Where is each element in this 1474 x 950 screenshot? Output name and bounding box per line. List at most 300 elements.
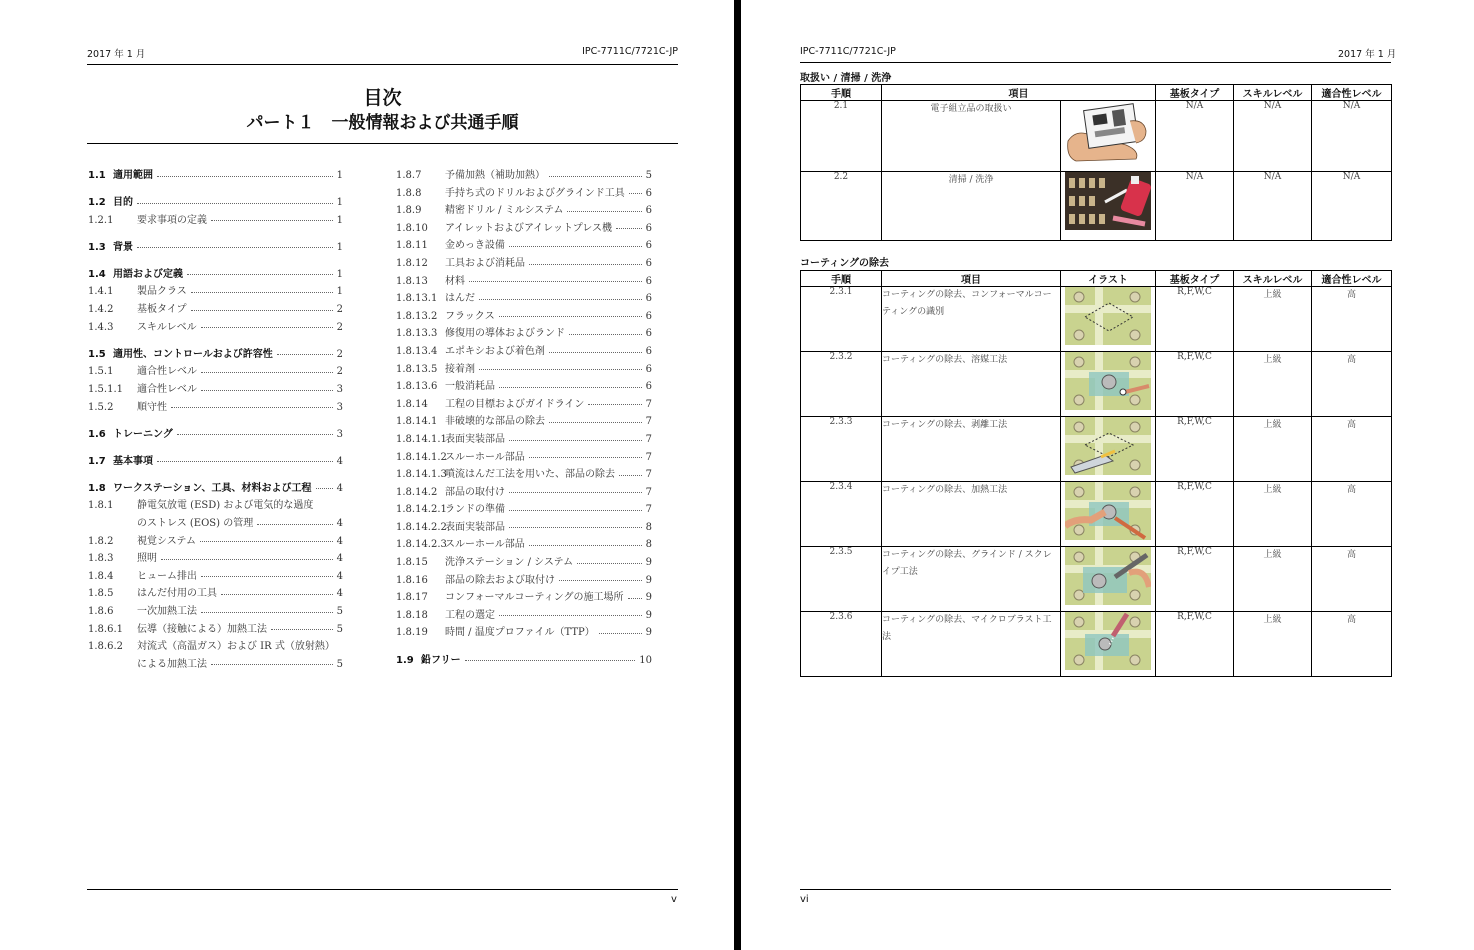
toc-entry-title: 照明 [137, 553, 157, 565]
toc-entry-number: 1.8.17 [396, 592, 428, 604]
conformance-cell: 高 [1312, 482, 1392, 547]
step-cell: 2.3.4 [801, 482, 882, 547]
toc-entry-title: 適合性レベル [137, 366, 197, 378]
toc-entry-page: 6 [645, 240, 652, 252]
toc-entry-page: 4 [336, 482, 343, 494]
toc-entry-number: 1.6 [88, 428, 106, 440]
toc-entry [88, 398, 343, 416]
toc-entry-page: 7 [645, 486, 652, 498]
toc-entry-page: 8 [645, 521, 652, 533]
toc-entry [396, 588, 652, 606]
toc-entry [88, 532, 343, 550]
skill-cell: N/A [1234, 172, 1312, 241]
toc-entry [88, 193, 343, 211]
page-number-right: vi [800, 894, 809, 905]
toc-entry-page: 7 [645, 504, 652, 516]
spray-cleaning-illustration [1065, 172, 1151, 230]
toc-entry-page: 8 [645, 539, 652, 551]
toc-entry-page: 1 [336, 197, 343, 209]
toc-entry [396, 500, 652, 518]
toc-leader-dots [221, 593, 333, 595]
toc-leader-dots [200, 540, 333, 542]
toc-leader-dots [567, 210, 641, 212]
toc-entry-number: 1.8.11 [396, 240, 428, 252]
skill-cell: 上級 [1234, 612, 1312, 677]
title-rule [87, 143, 678, 144]
item-cell: コーティングの除去、グラインド / スクレイプ工法 [882, 547, 1061, 612]
toc-leader-dots [257, 523, 332, 525]
toc-leader-dots [469, 280, 642, 282]
page-title: 目次 [363, 87, 402, 109]
toc-leader-dots [499, 614, 642, 616]
toc-entry-page: 6 [645, 328, 652, 340]
toc-entry-page: 6 [645, 310, 652, 322]
toc-entry-title: 鉛フリー [421, 654, 461, 666]
toc-entry-number: 1.8.18 [396, 609, 428, 621]
toc-leader-dots [201, 575, 333, 577]
toc-entry [396, 289, 652, 307]
toc-entry [396, 518, 652, 536]
toc-leader-dots [137, 202, 333, 204]
toc-leader-dots [509, 439, 642, 441]
toc-entry [88, 238, 343, 256]
toc-entry [396, 324, 652, 342]
toc-entry [88, 265, 343, 283]
toc-entry-title: 修復用の導体およびランド [445, 328, 565, 340]
table-row [801, 612, 1392, 677]
toc-leader-dots [277, 353, 333, 355]
toc-entry [396, 430, 652, 448]
toc-entry [396, 606, 652, 624]
toc-entry-number: 1.4 [88, 268, 106, 280]
left-page [0, 0, 734, 950]
hand-holding-board-illustration [1066, 101, 1150, 163]
toc-entry-title: スルーホール部品 [445, 539, 525, 551]
board-type-cell: R,F,W,C [1156, 482, 1234, 547]
toc-entry-title: 材料 [445, 275, 465, 287]
toc-entry-page: 6 [645, 222, 652, 234]
toc-entry [396, 448, 652, 466]
header-rule-right [800, 62, 1391, 63]
toc-entry-number: 1.8.13.5 [396, 363, 438, 375]
toc-entry-page: 9 [645, 592, 652, 604]
toc-entry [396, 360, 652, 378]
toc-entry-page: 2 [336, 366, 343, 378]
skill-cell: 上級 [1234, 352, 1312, 417]
toc-entry-title: 基板タイプ [137, 304, 187, 316]
toc-entry-page: 4 [336, 588, 343, 600]
toc-entry [88, 452, 343, 470]
toc-leader-dots [201, 326, 333, 328]
toc-entry-number: 1.5.1.1 [88, 383, 123, 395]
toc-leader-dots [577, 562, 641, 564]
illustration-cell [1061, 287, 1156, 352]
coating-identify-illustration [1065, 287, 1151, 345]
toc-leader-dots [499, 386, 642, 388]
footer-rule [87, 889, 678, 890]
toc-entry-page: 6 [645, 345, 652, 357]
toc-entry-page: 4 [336, 535, 343, 547]
toc-leader-dots [569, 333, 642, 335]
toc-entry-title: 表面実装部品 [445, 521, 505, 533]
toc-leader-dots [629, 192, 642, 194]
toc-entry-number: 1.8.13 [396, 275, 428, 287]
toc-entry-page: 6 [645, 293, 652, 305]
toc-entry [396, 395, 652, 413]
toc-entry-number: 1.7 [88, 455, 106, 467]
toc-leader-dots [559, 579, 642, 581]
conformance-cell: 高 [1312, 287, 1392, 352]
skill-cell: 上級 [1234, 547, 1312, 612]
toc-entry-number: 1.8.2 [88, 535, 114, 547]
toc-entry-page: 4 [336, 455, 343, 467]
conformance-cell: 高 [1312, 352, 1392, 417]
toc-entry-title: 一次加熱工法 [137, 605, 197, 617]
toc-entry-page: 3 [336, 401, 343, 413]
item-cell: 清掃 / 洗浄 [882, 172, 1061, 241]
toc-entry-page: 5 [336, 658, 343, 670]
skill-cell: 上級 [1234, 287, 1312, 352]
step-cell: 2.3.3 [801, 417, 882, 482]
col-header-step: 手順 [801, 85, 882, 101]
toc-entry-page: 6 [645, 381, 652, 393]
toc-entry-number: 1.8.16 [396, 574, 428, 586]
page-number: v [671, 894, 677, 905]
toc-entry-page: 1 [336, 214, 343, 226]
toc-entry-number: 1.8.14.1.2 [396, 451, 447, 463]
toc-entry [396, 272, 652, 290]
toc-entry-continuation [88, 655, 343, 673]
skill-cell: N/A [1234, 101, 1312, 172]
toc-entry [88, 567, 343, 585]
toc-entry-page: 6 [645, 275, 652, 287]
col-header-item: 項目 [882, 271, 1061, 287]
toc-entry-number: 1.8.7 [396, 170, 422, 181]
toc-leader-dots [628, 597, 642, 599]
header-date: 2017 年 1 月 [87, 49, 146, 60]
toc-entry-title: はんだ付用の工具 [137, 588, 217, 600]
toc-leader-dots [509, 509, 642, 511]
toc-entry-title: 静電気放電 (ESD) および電気的な過度 [137, 500, 314, 512]
page-divider [734, 0, 741, 950]
toc-entry-title: 要求事項の定義 [137, 214, 207, 226]
toc-entry-number: 1.4.3 [88, 321, 114, 333]
toc-entry-number: 1.8.14.1 [396, 416, 438, 428]
table-row [801, 417, 1392, 482]
toc-entry-number: 1.8.13.6 [396, 381, 438, 393]
toc-leader-dots [499, 315, 642, 317]
toc-entry-number: 1.9 [396, 654, 414, 666]
toc-entry-number: 1.8.13.4 [396, 345, 438, 357]
toc-entry-number: 1.3 [88, 241, 106, 253]
toc-entry-title: スキルレベル [137, 321, 197, 333]
toc-entry [88, 584, 343, 602]
toc-entry-number: 1.8.14.1.3 [396, 469, 447, 481]
col-header-board-type: 基板タイプ [1156, 85, 1234, 101]
microblast-method-illustration [1065, 612, 1151, 670]
table-row [801, 101, 1392, 172]
toc-entry-number: 1.8.13.3 [396, 328, 438, 340]
toc-entry-number: 1.4.2 [88, 304, 114, 316]
toc-leader-dots [316, 487, 333, 489]
toc-entry [396, 465, 652, 483]
toc-entry [396, 483, 652, 501]
header-rule [87, 64, 678, 65]
toc-entry-page: 1 [336, 241, 343, 253]
toc-entry-page: 9 [645, 574, 652, 586]
toc-entry-title: 部品の取付け [445, 486, 505, 498]
peel-method-illustration [1065, 417, 1151, 475]
toc-entry-number: 1.8.14.2 [396, 486, 438, 498]
skill-cell: 上級 [1234, 482, 1312, 547]
toc-entry-number: 1.8.6.1 [88, 623, 123, 635]
toc-entry-title: 対流式（高温ガス）および IR 式（放射熱） [137, 641, 335, 653]
toc-entry-title: 適合性レベル [137, 383, 197, 395]
toc-entry-number: 1.8.6.2 [88, 641, 123, 653]
conformance-cell: 高 [1312, 417, 1392, 482]
toc-entry-page: 9 [645, 609, 652, 621]
toc-leader-dots [509, 491, 642, 493]
toc-entry [396, 553, 652, 571]
step-cell: 2.1 [801, 101, 882, 172]
conformance-cell: 高 [1312, 547, 1392, 612]
toc-entry-title-cont: のストレス (EOS) の管理 [137, 518, 254, 529]
toc-leader-dots [201, 389, 333, 391]
toc-entry [88, 425, 343, 443]
header-doc-id: IPC-7711C/7721C-JP [582, 46, 678, 57]
toc-entry-page: 3 [336, 383, 343, 395]
toc-entry-number: 1.8.5 [88, 588, 114, 600]
toc-entry [88, 620, 343, 638]
toc-leader-dots [171, 406, 333, 408]
toc-leader-dots [599, 632, 642, 634]
toc-leader-dots [549, 351, 642, 353]
toc-entry-number: 1.8.14.2.1 [396, 504, 447, 516]
toc-entry-title: 背景 [113, 241, 133, 253]
toc-entry-title: 洗浄ステーション / システム [445, 557, 574, 569]
toc-leader-dots [161, 558, 333, 560]
toc-entry-page: 1 [336, 170, 343, 181]
col-header-board-type: 基板タイプ [1156, 271, 1234, 287]
toc-entry [396, 571, 652, 589]
conformance-cell: 高 [1312, 612, 1392, 677]
toc-entry-number: 1.8.14.1.1 [396, 433, 447, 445]
board-type-cell: R,F,W,C [1156, 287, 1234, 352]
col-header-illustration: イラスト [1061, 271, 1156, 287]
toc-entry-title: 一般消耗品 [445, 381, 495, 393]
toc-entry-page: 7 [645, 469, 652, 481]
toc-entry-title: 基本事項 [113, 455, 153, 467]
toc-entry-number: 1.4.1 [88, 286, 114, 298]
board-type-cell: N/A [1156, 172, 1234, 241]
toc-entry-title: トレーニング [113, 428, 173, 440]
toc-entry [396, 201, 652, 219]
header-doc-id-right: IPC-7711C/7721C-JP [800, 46, 896, 57]
toc-leader-dots [201, 611, 333, 613]
toc-entry-title: 視覚システム [137, 535, 196, 547]
toc-entry-title: 手持ち式のドリルおよびグラインド工具 [445, 187, 625, 199]
toc-entry-title: アイレットおよびアイレットプレス機 [445, 222, 612, 234]
item-cell: コーティングの除去、コンフォーマルコーティングの識別 [882, 287, 1061, 352]
toc-column-2 [396, 166, 652, 668]
toc-entry-page: 7 [645, 451, 652, 463]
toc-entry-page: 1 [336, 268, 343, 280]
toc-entry [396, 623, 652, 641]
thermal-method-illustration [1065, 482, 1151, 540]
toc-leader-dots [529, 263, 642, 265]
toc-entry-page: 5 [645, 170, 652, 181]
table-row [801, 547, 1392, 612]
col-header-conformance: 適合性レベル [1312, 271, 1392, 287]
toc-entry [88, 549, 343, 567]
board-type-cell: N/A [1156, 101, 1234, 172]
toc-entry-number: 1.8.6 [88, 605, 114, 617]
conformance-cell: N/A [1312, 172, 1392, 241]
toc-entry [88, 318, 343, 336]
toc-entry-title: コンフォーマルコーティングの施工場所 [445, 592, 624, 604]
col-header-item: 項目 [882, 85, 1156, 101]
toc-entry-number: 1.8.1 [88, 500, 114, 512]
toc-entry-title: 予備加熱（補助加熱） [445, 170, 545, 181]
skill-cell: 上級 [1234, 417, 1312, 482]
coating-removal-table [800, 270, 1392, 677]
toc-entry-number: 1.5.1 [88, 366, 114, 378]
toc-entry-title: はんだ [445, 293, 475, 305]
toc-entry-title: 伝導（接触による）加熱工法 [137, 623, 267, 635]
illustration-cell [1061, 612, 1156, 677]
toc-entry [88, 300, 343, 318]
toc-entry-page: 2 [336, 304, 343, 316]
toc-leader-dots [211, 219, 333, 221]
illustration-cell [1061, 172, 1156, 241]
solvent-method-illustration [1065, 352, 1151, 410]
toc-entry-number: 1.8.15 [396, 557, 428, 569]
toc-entry-title: ヒューム排出 [137, 570, 197, 582]
toc-entry [88, 362, 343, 380]
page-subtitle: パート１ 一般情報および共通手順 [246, 113, 519, 133]
toc-entry [88, 282, 343, 300]
toc-entry-page: 2 [336, 321, 343, 333]
header-date-right: 2017 年 1 月 [1338, 49, 1397, 60]
toc-entry-title: 精密ドリル / ミルシステム [445, 205, 564, 217]
toc-entry [396, 166, 652, 184]
illustration-cell [1061, 547, 1156, 612]
toc-entry-page: 4 [336, 518, 343, 529]
toc-leader-dots [157, 175, 333, 177]
table1-title: 取扱い / 清掃 / 洗浄 [800, 73, 892, 84]
conformance-cell: N/A [1312, 101, 1392, 172]
step-cell: 2.3.6 [801, 612, 882, 677]
toc-entry-title: フラックス [445, 310, 495, 322]
step-cell: 2.3.1 [801, 287, 882, 352]
toc-entry-number: 1.5.2 [88, 401, 114, 413]
toc-leader-dots [619, 474, 642, 476]
board-type-cell: R,F,W,C [1156, 547, 1234, 612]
toc-leader-dots [211, 663, 333, 665]
toc-entry-number: 1.8.14 [396, 398, 428, 410]
toc-entry-title: 接着剤 [445, 363, 475, 375]
toc-entry-title: 金めっき設備 [445, 240, 505, 252]
illustration-cell [1061, 482, 1156, 547]
toc-entry-page: 6 [645, 205, 652, 217]
toc-entry-number: 1.8.13.2 [396, 310, 438, 322]
toc-entry-number: 1.8.8 [396, 187, 422, 199]
toc-entry-title: 用語および定義 [113, 268, 183, 280]
toc-entry-number: 1.8.19 [396, 627, 428, 639]
toc-entry-number: 1.8.9 [396, 205, 422, 217]
toc-entry-number: 1.5 [88, 348, 106, 360]
toc-leader-dots [479, 368, 642, 370]
toc-entry-title: ランドの準備 [445, 504, 505, 516]
toc-entry-title: 噴流はんだ工法を用いた、部品の除去 [445, 469, 615, 481]
toc-entry-title: 工程の目標およびガイドライン [445, 398, 585, 410]
toc-entry [396, 535, 652, 553]
toc-leader-dots [187, 273, 333, 275]
toc-entry-number: 1.8.4 [88, 570, 114, 582]
toc-entry-title: 非破壊的な部品の除去 [445, 416, 545, 428]
toc-entry-page: 6 [645, 187, 652, 199]
step-cell: 2.2 [801, 172, 882, 241]
handling-table [800, 84, 1392, 241]
toc-entry [396, 412, 652, 430]
toc-entry-page: 10 [639, 654, 652, 666]
toc-entry-page: 7 [645, 416, 652, 428]
toc-entry-page: 6 [645, 363, 652, 375]
toc-entry [396, 236, 652, 254]
toc-entry [88, 479, 343, 497]
item-cell: コーティングの除去、加熱工法 [882, 482, 1061, 547]
step-cell: 2.3.5 [801, 547, 882, 612]
toc-leader-dots [549, 175, 642, 177]
table-row [801, 172, 1392, 241]
toc-entry-page: 9 [645, 557, 652, 569]
toc-entry-page: 2 [336, 348, 343, 360]
footer-rule-right [800, 889, 1391, 890]
toc-entry [396, 342, 652, 360]
col-header-skill: スキルレベル [1234, 271, 1312, 287]
toc-entry-page: 3 [336, 428, 343, 440]
toc-entry-title: 適用範囲 [113, 170, 153, 181]
toc-entry [88, 166, 343, 184]
toc-entry-title: 部品の除去および取付け [445, 574, 555, 586]
toc-leader-dots [465, 659, 636, 661]
toc-entry-title: 目的 [113, 197, 133, 209]
toc-entry [88, 602, 343, 620]
board-type-cell: R,F,W,C [1156, 352, 1234, 417]
toc-leader-dots [616, 227, 642, 229]
toc-entry-title: 時間 / 温度プロファイル（TTP） [445, 627, 595, 639]
toc-entry [396, 184, 652, 202]
toc-entry-number: 1.8.13.1 [396, 293, 438, 305]
toc-entry-title: 工程の選定 [445, 609, 495, 621]
toc-leader-dots [177, 433, 333, 435]
item-cell: コーティングの除去、マイクロブラスト工法 [882, 612, 1061, 677]
table2-title: コーティングの除去 [800, 258, 889, 269]
toc-entry [88, 345, 343, 363]
toc-leader-dots [157, 460, 333, 462]
illustration-cell [1061, 417, 1156, 482]
table-row [801, 482, 1392, 547]
toc-entry-number: 1.2.1 [88, 214, 114, 226]
toc-leader-dots [509, 245, 642, 247]
toc-entry-title: エポキシおよび着色剤 [445, 345, 545, 357]
toc-entry-page: 7 [645, 433, 652, 445]
toc-entry-page: 5 [336, 623, 343, 635]
toc-entry [396, 254, 652, 272]
col-header-conformance: 適合性レベル [1312, 85, 1392, 101]
toc-leader-dots [137, 246, 333, 248]
toc-leader-dots [529, 456, 642, 458]
